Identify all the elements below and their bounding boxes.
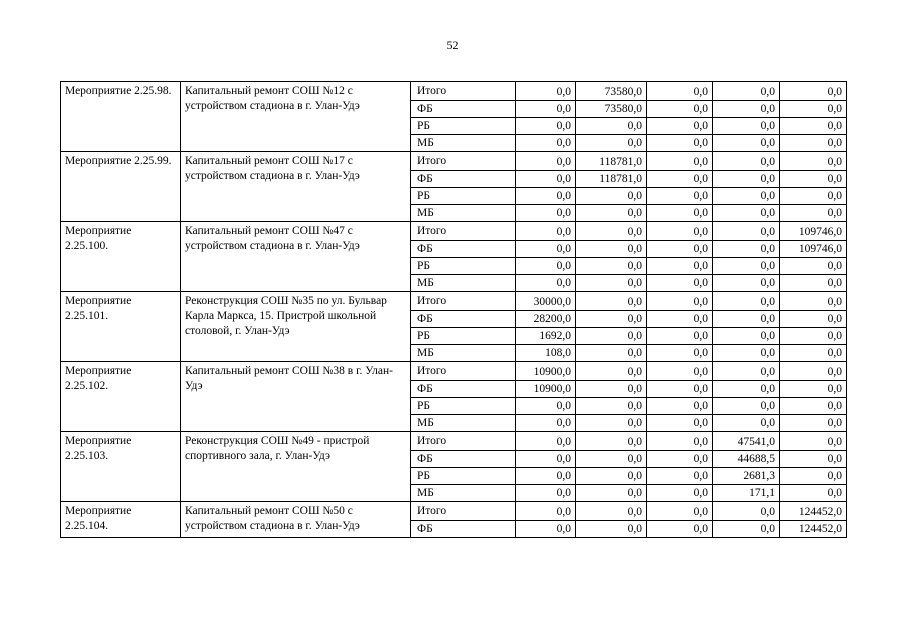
- event-description-cell: Капитальный ремонт СОШ №38 в г. Улан-Удэ: [181, 362, 411, 432]
- value-cell: 0,0: [516, 241, 576, 258]
- value-cell: 0,0: [780, 468, 847, 485]
- value-cell: 0,0: [516, 171, 576, 188]
- value-cell: 0,0: [780, 101, 847, 118]
- value-cell: 109746,0: [780, 222, 847, 241]
- event-description-cell: Реконструкция СОШ №49 - пристрой спортивного зала, г. Улан-Удэ: [181, 432, 411, 502]
- value-cell: 0,0: [780, 188, 847, 205]
- value-cell: 0,0: [647, 311, 713, 328]
- value-cell: 0,0: [713, 241, 780, 258]
- value-cell: 0,0: [576, 258, 647, 275]
- funding-source-cell: ФБ: [411, 381, 516, 398]
- value-cell: 0,0: [780, 118, 847, 135]
- funding-source-cell: МБ: [411, 275, 516, 292]
- value-cell: 0,0: [713, 502, 780, 521]
- value-cell: 0,0: [780, 451, 847, 468]
- funding-source-cell: ФБ: [411, 311, 516, 328]
- funding-source-cell: РБ: [411, 468, 516, 485]
- value-cell: 0,0: [516, 432, 576, 451]
- value-cell: 0,0: [713, 258, 780, 275]
- funding-source-cell: Итого: [411, 82, 516, 101]
- value-cell: 124452,0: [780, 502, 847, 521]
- funding-source-cell: МБ: [411, 485, 516, 502]
- event-id-cell: Мероприятие 2.25.104.: [61, 502, 181, 538]
- value-cell: 0,0: [780, 205, 847, 222]
- value-cell: 0,0: [647, 432, 713, 451]
- value-cell: 0,0: [576, 432, 647, 451]
- value-cell: 0,0: [713, 415, 780, 432]
- value-cell: 0,0: [647, 82, 713, 101]
- value-cell: 28200,0: [516, 311, 576, 328]
- value-cell: 0,0: [780, 82, 847, 101]
- value-cell: 30000,0: [516, 292, 576, 311]
- value-cell: 0,0: [576, 118, 647, 135]
- value-cell: 0,0: [576, 398, 647, 415]
- value-cell: 124452,0: [780, 521, 847, 538]
- event-id-cell: Мероприятие 2.25.103.: [61, 432, 181, 502]
- value-cell: 0,0: [780, 362, 847, 381]
- value-cell: 44688,5: [713, 451, 780, 468]
- value-cell: 73580,0: [576, 101, 647, 118]
- value-cell: 0,0: [647, 258, 713, 275]
- value-cell: 0,0: [713, 152, 780, 171]
- value-cell: 0,0: [516, 275, 576, 292]
- value-cell: 0,0: [647, 485, 713, 502]
- table-row: [61, 362, 847, 381]
- funding-source-cell: РБ: [411, 188, 516, 205]
- value-cell: 0,0: [780, 345, 847, 362]
- value-cell: 1692,0: [516, 328, 576, 345]
- value-cell: 0,0: [647, 118, 713, 135]
- value-cell: 0,0: [647, 152, 713, 171]
- funding-source-cell: МБ: [411, 415, 516, 432]
- funding-source-cell: Итого: [411, 292, 516, 311]
- budget-table: [60, 81, 847, 538]
- value-cell: 0,0: [647, 362, 713, 381]
- value-cell: 118781,0: [576, 152, 647, 171]
- value-cell: 0,0: [647, 451, 713, 468]
- value-cell: 0,0: [647, 241, 713, 258]
- value-cell: 0,0: [516, 468, 576, 485]
- table-row: [61, 502, 847, 521]
- funding-source-cell: ФБ: [411, 521, 516, 538]
- funding-source-cell: Итого: [411, 222, 516, 241]
- event-id-cell: Мероприятие 2.25.101.: [61, 292, 181, 362]
- value-cell: 0,0: [576, 241, 647, 258]
- value-cell: 0,0: [576, 362, 647, 381]
- table-body: [61, 82, 847, 538]
- value-cell: 0,0: [516, 451, 576, 468]
- funding-source-cell: Итого: [411, 152, 516, 171]
- value-cell: 0,0: [576, 188, 647, 205]
- value-cell: 0,0: [780, 171, 847, 188]
- value-cell: 73580,0: [576, 82, 647, 101]
- value-cell: 0,0: [647, 381, 713, 398]
- value-cell: 0,0: [516, 485, 576, 502]
- event-id-cell: Мероприятие 2.25.99.: [61, 152, 181, 222]
- value-cell: 0,0: [713, 398, 780, 415]
- value-cell: 0,0: [780, 415, 847, 432]
- value-cell: 0,0: [647, 502, 713, 521]
- value-cell: 0,0: [516, 82, 576, 101]
- value-cell: 0,0: [713, 328, 780, 345]
- value-cell: 0,0: [780, 432, 847, 451]
- value-cell: 0,0: [516, 258, 576, 275]
- value-cell: 0,0: [713, 521, 780, 538]
- value-cell: 0,0: [713, 205, 780, 222]
- value-cell: 0,0: [516, 502, 576, 521]
- value-cell: 0,0: [713, 101, 780, 118]
- value-cell: 0,0: [647, 345, 713, 362]
- value-cell: 0,0: [576, 345, 647, 362]
- funding-source-cell: МБ: [411, 135, 516, 152]
- event-description-cell: Капитальный ремонт СОШ №12 с устройством стадиона в г. Улан-Удэ: [181, 82, 411, 152]
- value-cell: 0,0: [516, 398, 576, 415]
- value-cell: 0,0: [780, 258, 847, 275]
- value-cell: 0,0: [516, 101, 576, 118]
- table-row: [61, 292, 847, 311]
- value-cell: 0,0: [713, 345, 780, 362]
- event-id-cell: Мероприятие 2.25.98.: [61, 82, 181, 152]
- table-row: [61, 82, 847, 101]
- value-cell: 0,0: [647, 171, 713, 188]
- funding-source-cell: Итого: [411, 432, 516, 451]
- value-cell: 0,0: [647, 275, 713, 292]
- value-cell: 0,0: [780, 275, 847, 292]
- funding-source-cell: МБ: [411, 205, 516, 222]
- value-cell: 0,0: [713, 118, 780, 135]
- value-cell: 0,0: [576, 205, 647, 222]
- value-cell: 0,0: [780, 328, 847, 345]
- value-cell: 0,0: [647, 415, 713, 432]
- value-cell: 0,0: [647, 188, 713, 205]
- table-row: [61, 152, 847, 171]
- value-cell: 0,0: [576, 222, 647, 241]
- value-cell: 0,0: [780, 485, 847, 502]
- value-cell: 0,0: [713, 82, 780, 101]
- value-cell: 0,0: [780, 152, 847, 171]
- funding-source-cell: ФБ: [411, 451, 516, 468]
- funding-source-cell: РБ: [411, 118, 516, 135]
- value-cell: 0,0: [780, 292, 847, 311]
- value-cell: 0,0: [516, 152, 576, 171]
- value-cell: 0,0: [647, 398, 713, 415]
- value-cell: 0,0: [576, 311, 647, 328]
- value-cell: 109746,0: [780, 241, 847, 258]
- funding-source-cell: ФБ: [411, 241, 516, 258]
- value-cell: 0,0: [516, 222, 576, 241]
- value-cell: 0,0: [516, 135, 576, 152]
- value-cell: 0,0: [576, 502, 647, 521]
- value-cell: 0,0: [576, 521, 647, 538]
- value-cell: 0,0: [576, 485, 647, 502]
- value-cell: 0,0: [713, 292, 780, 311]
- value-cell: 0,0: [713, 362, 780, 381]
- value-cell: 0,0: [647, 521, 713, 538]
- value-cell: 0,0: [780, 311, 847, 328]
- value-cell: 0,0: [516, 118, 576, 135]
- event-description-cell: Капитальный ремонт СОШ №50 с устройством стадиона в г. Улан-Удэ: [181, 502, 411, 538]
- value-cell: 0,0: [713, 381, 780, 398]
- value-cell: 0,0: [713, 135, 780, 152]
- value-cell: 118781,0: [576, 171, 647, 188]
- value-cell: 0,0: [516, 205, 576, 222]
- value-cell: 10900,0: [516, 381, 576, 398]
- value-cell: 0,0: [576, 381, 647, 398]
- value-cell: 0,0: [647, 328, 713, 345]
- funding-source-cell: Итого: [411, 502, 516, 521]
- value-cell: 0,0: [576, 328, 647, 345]
- event-id-cell: Мероприятие 2.25.100.: [61, 222, 181, 292]
- value-cell: 0,0: [516, 521, 576, 538]
- event-description-cell: Реконструкция СОШ №35 по ул. Бульвар Карла Маркса, 15. Пристрой школьной столовой, г. Улан-Удэ: [181, 292, 411, 362]
- table-row: [61, 432, 847, 451]
- value-cell: 0,0: [780, 135, 847, 152]
- funding-source-cell: ФБ: [411, 101, 516, 118]
- page-number: 52: [446, 38, 459, 52]
- value-cell: 0,0: [576, 275, 647, 292]
- funding-source-cell: РБ: [411, 398, 516, 415]
- event-id-cell: Мероприятие 2.25.102.: [61, 362, 181, 432]
- event-description-cell: Капитальный ремонт СОШ №47 с устройством стадиона в г. Улан-Удэ: [181, 222, 411, 292]
- value-cell: 0,0: [713, 275, 780, 292]
- value-cell: 0,0: [647, 101, 713, 118]
- value-cell: 0,0: [647, 222, 713, 241]
- funding-source-cell: РБ: [411, 328, 516, 345]
- value-cell: 0,0: [647, 205, 713, 222]
- value-cell: 2681,3: [713, 468, 780, 485]
- value-cell: 47541,0: [713, 432, 780, 451]
- value-cell: 0,0: [713, 311, 780, 328]
- value-cell: 0,0: [516, 188, 576, 205]
- event-description-cell: Капитальный ремонт СОШ №17 с устройством стадиона в г. Улан-Удэ: [181, 152, 411, 222]
- funding-source-cell: Итого: [411, 362, 516, 381]
- value-cell: 0,0: [713, 222, 780, 241]
- value-cell: 0,0: [713, 171, 780, 188]
- value-cell: 10900,0: [516, 362, 576, 381]
- value-cell: 0,0: [576, 292, 647, 311]
- value-cell: 108,0: [516, 345, 576, 362]
- value-cell: 0,0: [713, 188, 780, 205]
- table-row: [61, 222, 847, 241]
- value-cell: 0,0: [516, 415, 576, 432]
- funding-source-cell: МБ: [411, 345, 516, 362]
- value-cell: 0,0: [576, 135, 647, 152]
- value-cell: 0,0: [576, 468, 647, 485]
- value-cell: 0,0: [780, 398, 847, 415]
- value-cell: 0,0: [576, 451, 647, 468]
- funding-source-cell: РБ: [411, 258, 516, 275]
- funding-source-cell: ФБ: [411, 171, 516, 188]
- value-cell: 0,0: [647, 135, 713, 152]
- value-cell: 0,0: [647, 292, 713, 311]
- value-cell: 0,0: [647, 468, 713, 485]
- value-cell: 0,0: [576, 415, 647, 432]
- value-cell: 171,1: [713, 485, 780, 502]
- value-cell: 0,0: [780, 381, 847, 398]
